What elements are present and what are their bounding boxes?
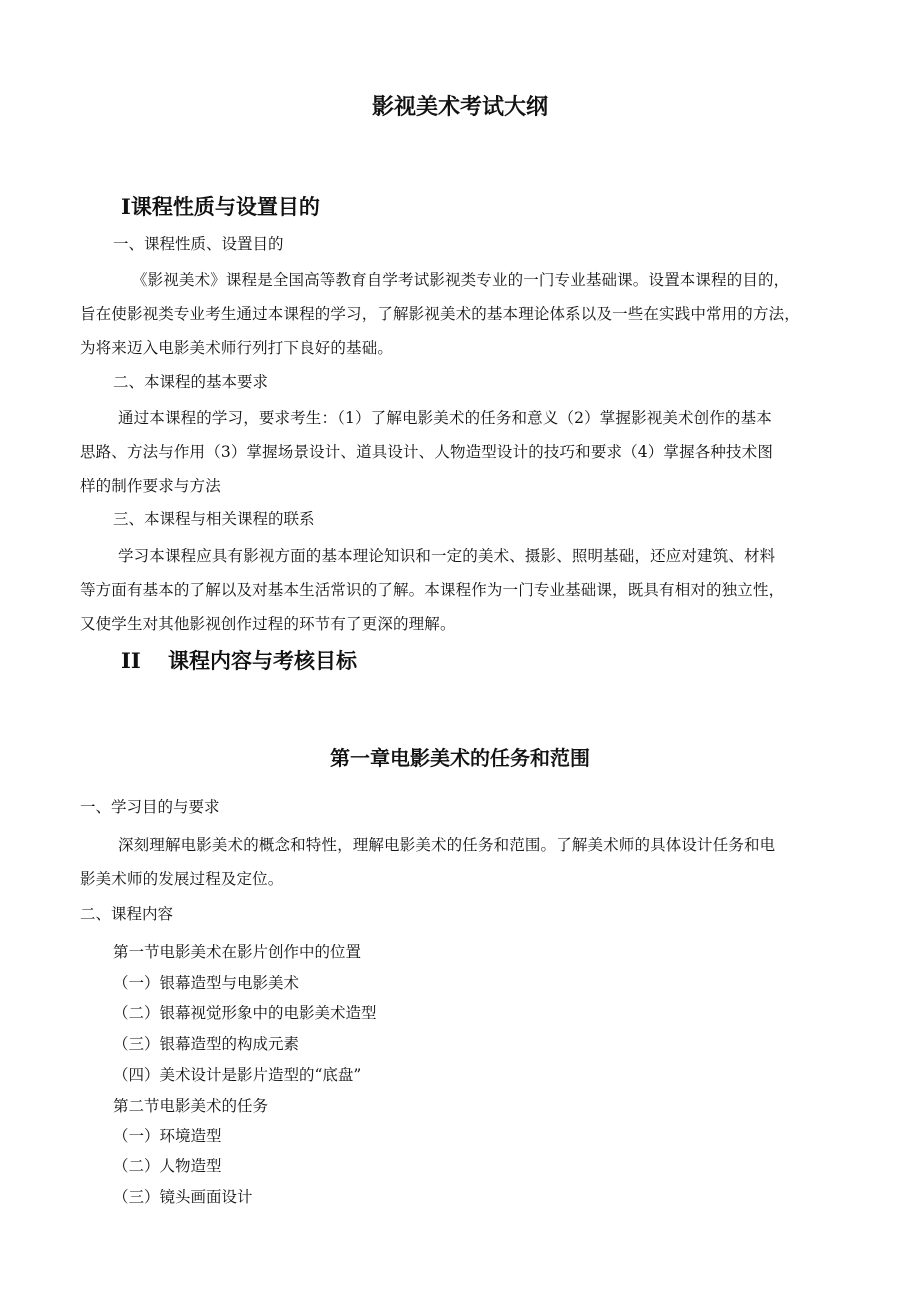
part-2-numeral: II (121, 648, 141, 673)
paragraph-line: 又使学生对其他影视创作过程的环节有了更深的理解。 (80, 615, 456, 633)
part-2-heading: 课程内容与考核目标 (168, 648, 357, 673)
section-1-heading: 一、课程性质、设置目的 (113, 235, 284, 253)
part-1-heading: I课程性质与设置目的 (121, 194, 320, 219)
section-1-paragraph (80, 263, 850, 365)
paragraph-line: 旨在使影视类专业考生通过本课程的学习，了解影视美术的基本理论体系以及一些在实践中常用的方法， (80, 305, 800, 323)
list-item: （二）人物造型 (113, 1157, 222, 1175)
paragraph-line: 深刻理解电影美术的概念和特性，理解电影美术的任务和范围。了解美术师的具体设计任务和电 (118, 836, 776, 854)
paragraph-line: 思路、方法与作用（3）掌握场景设计、道具设计、人物造型设计的技巧和要求（4）掌握各种技术图 (80, 443, 773, 461)
list-item: （一）环境造型 (113, 1127, 222, 1145)
document-title: 影视美术考试大纲 (371, 94, 548, 120)
paragraph-line: 学习本课程应具有影视方面的基本理论知识和一定的美术、摄影、照明基础，还应对建筑、材料 (118, 547, 776, 565)
section-2-paragraph (80, 401, 850, 503)
chapter-1-section-1-heading: 一、学习目的与要求 (80, 798, 220, 816)
list-item: （三）银幕造型的构成元素 (113, 1035, 300, 1053)
list-item: （四）美术设计是影片造型的“底盘” (113, 1066, 362, 1084)
paragraph-line: 《影视美术》课程是全国高等教育自学考试影视类专业的一门专业基础课。设置本课程的目的， (132, 271, 790, 289)
paragraph-line: 影美术师的发展过程及定位。 (80, 870, 284, 888)
chapter-1-section-1-paragraph (80, 828, 850, 896)
paragraph-line: 通过本课程的学习，要求考生：（1）了解电影美术的任务和意义（2）掌握影视美术创作的基本 (118, 409, 772, 427)
chapter-1-title: 第一章电影美术的任务和范围 (330, 746, 590, 770)
list-item: （三）镜头画面设计 (113, 1188, 253, 1206)
section-3-heading: 三、本课程与相关课程的联系 (113, 510, 315, 528)
section-title: 第一节电影美术在影片创作中的位置 (113, 943, 362, 961)
list-item: （二）银幕视觉形象中的电影美术造型 (113, 1004, 377, 1022)
paragraph-line: 为将来迈入电影美术师行列打下良好的基础。 (80, 339, 394, 357)
list-item: （一）银幕造型与电影美术 (113, 974, 300, 992)
paragraph-line: 等方面有基本的了解以及对基本生活常识的了解。本课程作为一门专业基础课，既具有相对的独立性， (80, 581, 785, 599)
section-title: 第二节电影美术的任务 (113, 1097, 269, 1115)
paragraph-line: 样的制作要求与方法 (80, 477, 221, 495)
section-2-heading: 二、本课程的基本要求 (113, 373, 269, 391)
section-3-paragraph (80, 539, 850, 641)
chapter-1-section-2-heading: 二、课程内容 (80, 905, 174, 923)
